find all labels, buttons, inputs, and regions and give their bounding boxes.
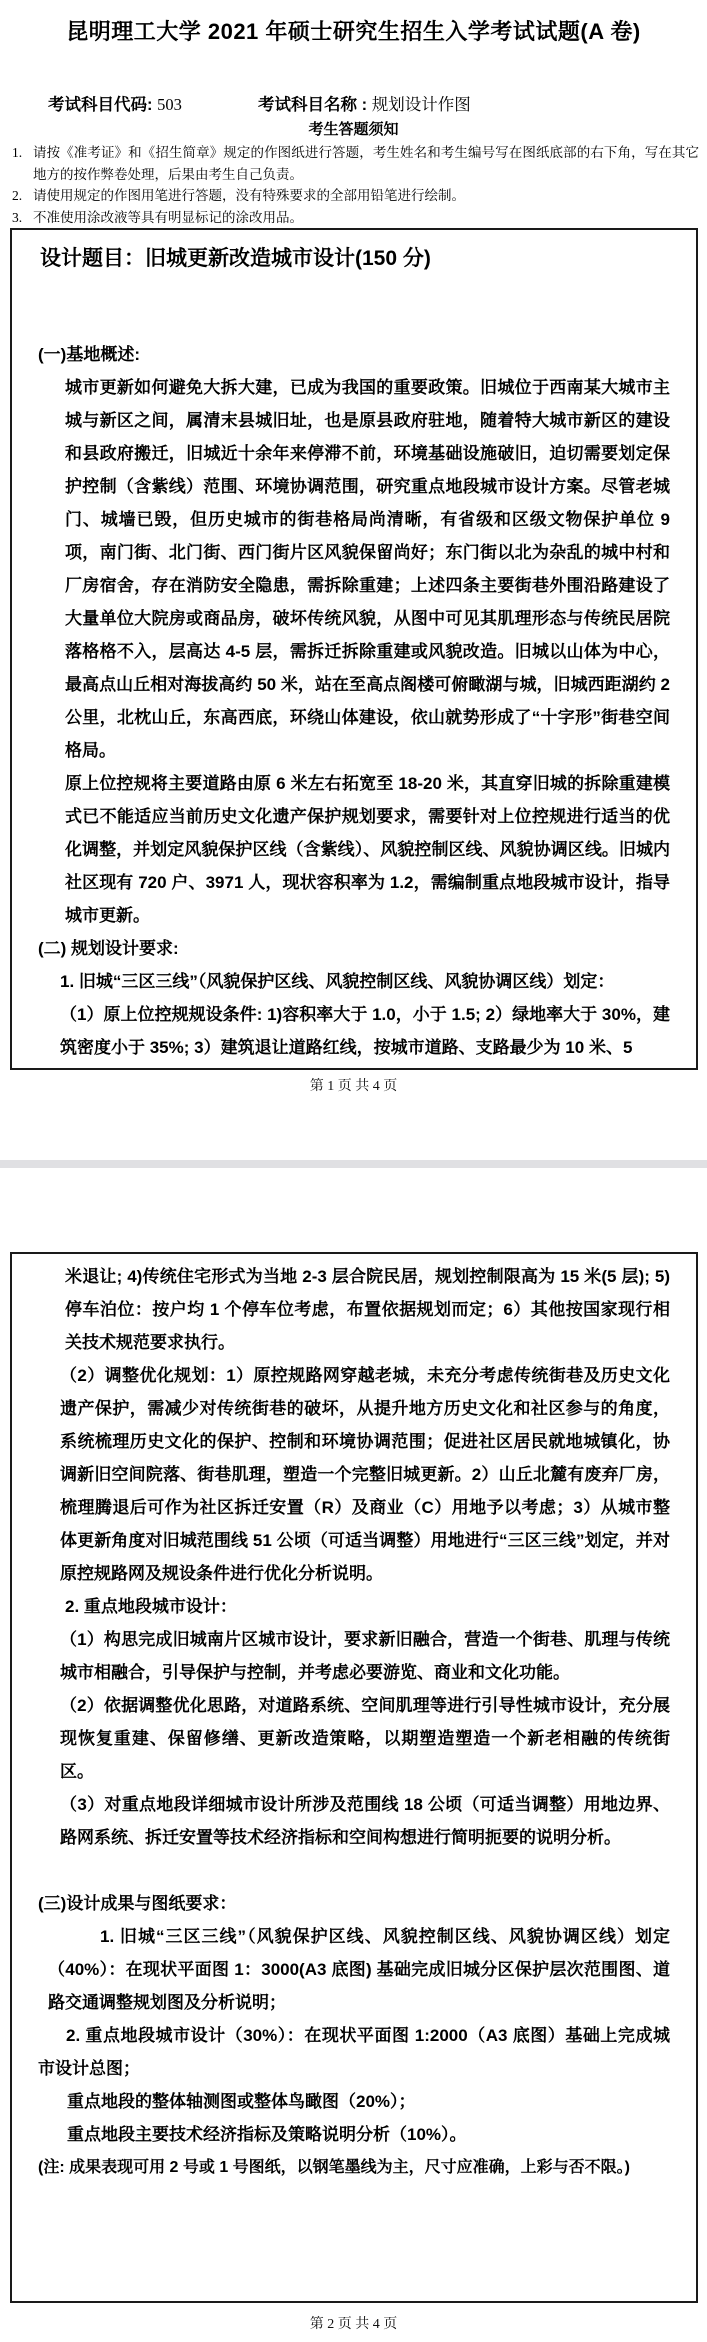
notice-item [12,142,699,185]
exam-page-1 [0,0,707,1160]
subject-code-value: 503 [157,95,182,114]
paragraph-text: 1. 旧城“三区三线”（风貌保护区线、风貌控制区线、风貌协调区线）划定： [60,972,615,991]
page-number-2: 第 2 页 共 4 页 [309,2317,398,2332]
brief-paragraphs-page-2 [38,1260,670,2184]
paragraph [38,2151,670,2184]
paragraph-text: （1）构思完成旧城南片区城市设计，要求新旧融合，营造一个街巷、肌理与传统城市相融合，引导保护与控制，并考虑必要游览、商业和文化功能。 [60,1630,670,1682]
design-title: 设计题目：旧城更新改造城市设计(150 分) [40,247,431,270]
paragraph-text: （1）原上位控规规设条件: 1)容积率大于 1.0，小于 1.5; 2）绿地率大于 30%，建筑密度小于 35%; 3）建筑退让道路红线，按城市道路、支路最少为 10 米、5 [60,1005,670,1057]
paragraph [65,1590,670,1623]
paragraph [38,932,670,965]
design-brief-box-continued [10,1252,698,2303]
paragraph [65,371,670,767]
paragraph [65,767,670,932]
paragraph [65,1260,670,1359]
paragraph-text: (二) 规划设计要求: [38,939,179,958]
paragraph [60,1623,670,1689]
paragraph [48,1920,670,2019]
notice-text: 不准使用涂改液等具有明显标记的涂改用品。 [33,209,303,225]
notice-item [12,207,699,229]
notice-text: 请使用规定的作图用笔进行答题，没有特殊要求的全部用铅笔进行绘制。 [33,188,465,203]
paragraph-text: (一)基地概述: [38,345,140,364]
paragraph-text: （3）对重点地段详细城市设计所涉及范围线 18 公顷（可适当调整）用地边界、路网系统、拆迁安置等技术经济指标和空间构想进行简明扼要的说明分析。 [60,1795,670,1847]
paragraph [60,1689,670,1788]
paragraph-text: (三)设计成果与图纸要求： [38,1894,237,1913]
paragraph [67,2085,670,2118]
subject-name-label: 考试科目名称 : [258,96,368,114]
paragraph-text: 原上位控规将主要道路由原 6 米左右拓宽至 18-20 米，其直穿旧城的拆除重建模式已不能适应当前历史文化遗产保护规划要求，需要针对上位控规进行适当的优化调整，并划定风貌保护区线（含紫线）、风貌控制区线、风貌协调区线。旧城内社区现有 720 户、3971 人，现状容积率为 1.2，需编制重点地段城市设计，指导城市更新。 [65,774,670,925]
paragraph-text: （2）依据调整优化思路，对道路系统、空间肌理等进行引导性城市设计，充分展现恢复重建、保留修缮、更新改造策略，以期塑造塑造一个新老相融的传统街区。 [60,1696,670,1781]
notice-number: 1. [12,145,23,160]
page-divider [0,1160,707,1168]
paragraph [60,1359,670,1590]
notice-number: 3. [12,209,23,225]
paragraph [60,965,670,998]
paragraph [38,1887,670,1920]
paragraph-text: （2）调整优化规划：1）原控规路网穿越老城，未充分考虑传统街巷及历史文化遗产保护，需减少对传统街巷的破坏，从提升地方历史文化和社区参与的角度，系统梳理历史文化的保护、控制和环境协调范围；促进社区居民就地城镇化，协调新旧空间院落、街巷肌理，塑造一个完整旧城更新。2）山丘北麓有废弃厂房，梳理腾退后可作为社区拆迁安置（R）及商业（C）用地予以考虑；3）从城市整体更新角度对旧城范围线 51 公顷（可适当调整）用地进行“三区三线”划定，并对原控规路网及规设条件进行优化分析说明。 [60,1366,670,1583]
subject-code-label: 考试科目代码: [48,96,153,114]
paragraph [38,338,670,371]
paragraph [38,2019,670,2085]
paragraph-text: 重点地段的整体轴测图或整体鸟瞰图（20%）； [67,2092,416,2111]
design-brief-box [10,228,698,1070]
paragraph-text: 城市更新如何避免大拆大建，已成为我国的重要政策。旧城位于西南某大城市主城与新区之间，属清末县城旧址，也是原县政府驻地，随着特大城市新区的建设和县政府搬迁，旧城近十余年来停滞不前，环境基础设施破旧，迫切需要划定保护控制（含紫线）范围、环境协调范围，研究重点地段城市设计方案。尽管老城门、城墙已毁，但历史城市的街巷格局尚清晰，有省级和区级文物保护单位 9 项，南门街、北门街、西门街片区风貌保留尚好；东门街以北为杂乱的城中村和厂房宿舍，存在消防安全隐患，需拆除重建；上述四条主要街巷外围沿路建设了大量单位大院房或商品房，破坏传统风貌，从图中可见其肌理形态与传统民居院落格格不入，层高达 4-5 层，需拆迁拆除重建或风貌改造。旧城以山体为中心，最高点山丘相对海拔高约 50 米，站在至高点阁楼可俯瞰湖与城，旧城西距湖约 2 公里，北枕山丘，东高西底，环绕山体建设，依山就势形成了“十字形”街巷空间格局。 [65,378,670,760]
subject-name [258,91,471,115]
exam-page-2 [0,1168,707,2342]
notice-heading: 考生答题须知 [308,121,399,138]
paragraph-text: 2. 重点地段城市设计（30%）：在现状平面图 1:2000（A3 底图）基础上完成城市设计总图； [38,2026,670,2078]
paragraph [60,1788,670,1854]
subject-code [48,91,258,115]
paragraph [67,2118,670,2151]
paragraph-text: 重点地段主要技术经济指标及策略说明分析（10%）。 [67,2125,467,2144]
notices-list [12,142,699,228]
notice-item [12,185,699,207]
subject-row [0,91,707,115]
paragraph-text: 米退让; 4)传统住宅形式为当地 2-3 层合院民居，规划控制限高为 15 米(5 层); 5)停车泊位：按户均 1 个停车位考虑，布置依据规划而定；6）其他按国家现行相关技术规范要求执行。 [65,1267,670,1352]
paragraph [38,1854,670,1887]
exam-title: 昆明理工大学 2021 年硕士研究生招生入学考试试题(A 卷) [66,19,641,44]
notice-number: 2. [12,188,23,203]
subject-name-value: 规划设计作图 [371,95,471,114]
paragraph-text: 2. 重点地段城市设计： [65,1597,237,1616]
paragraph-text: (注: 成果表现可用 2 号或 1 号图纸，以钢笔墨线为主，尺寸应准确，上彩与否不限。) [38,2159,631,2176]
paragraph-text: 1. 旧城“三区三线”（风貌保护区线、风貌控制区线、风貌协调区线）划定（40%）：在现状平面图 1：3000(A3 底图) 基础完成旧城分区保护层次范围图、道路交通调整规划图及分析说明； [48,1927,670,2012]
notice-text: 请按《准考证》和《招生简章》规定的作图纸进行答题，考生姓名和考生编号写在图纸底部的右下角，写在其它地方的按作弊卷处理，后果由考生自己负责。 [33,145,699,182]
paragraph [60,998,670,1064]
page-number-1: 第 1 页 共 4 页 [309,1079,398,1094]
brief-paragraphs-page-1 [38,338,670,1064]
